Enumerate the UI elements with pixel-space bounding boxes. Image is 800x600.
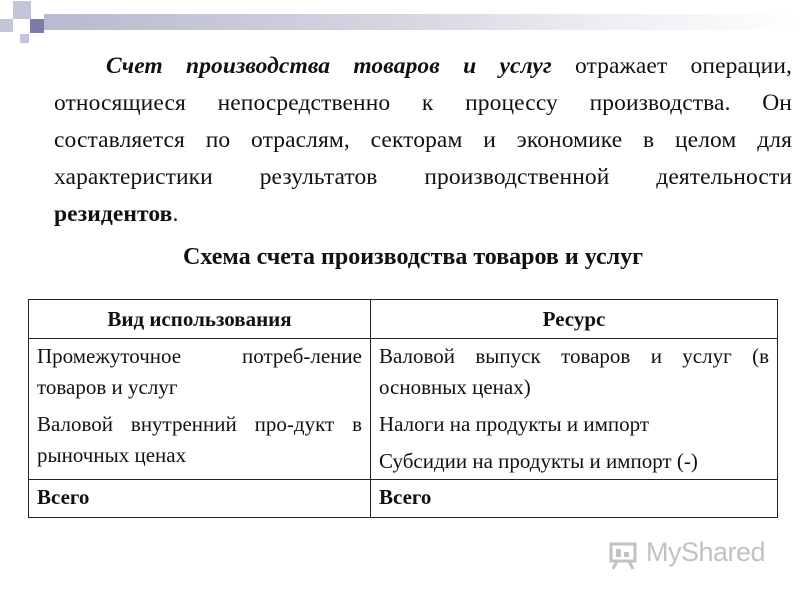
paragraph-end: . (172, 201, 179, 227)
deco-square (13, 1, 31, 19)
production-account-table (28, 299, 778, 518)
deco-square (20, 34, 29, 43)
total-uses: Всего (29, 480, 371, 518)
list-item: Налоги на продукты и импорт (379, 412, 649, 436)
header-decoration (0, 0, 800, 46)
watermark (608, 536, 778, 576)
intro-paragraph (54, 48, 792, 233)
column-header-uses: Вид использования (29, 300, 371, 339)
total-resources: Всего (371, 480, 778, 518)
account-title: Счет производства товаров и услуг (106, 53, 552, 79)
table-row (29, 339, 778, 480)
deco-square (30, 19, 44, 33)
list-item: Субсидии на продукты и импорт (-) (379, 449, 698, 473)
table-header-row (29, 300, 778, 339)
column-header-resources: Ресурс (371, 300, 778, 339)
list-item: Промежуточное потреб-ление товаров и услуг (37, 344, 362, 399)
header-stripe (44, 14, 800, 30)
scheme-heading: Схема счета производства товаров и услуг (183, 244, 643, 270)
list-item: Валовой внутренний про-дукт в рыночных ценах (37, 412, 362, 467)
watermark-text: MyShared (646, 537, 766, 567)
presentation-board-icon (608, 540, 638, 570)
table-total-row (29, 480, 778, 518)
paragraph-body: отражает операции, относящиеся непосредственно к процессу производства. Он составляется по отраслям, секторам и экономике в целом для характеристики результатов производственной деятельности (54, 53, 792, 190)
list-item: Валовой выпуск товаров и услуг (в основных ценах) (379, 344, 769, 399)
deco-square (0, 19, 13, 32)
residents-term: резидентов (54, 201, 173, 227)
uses-cell (29, 339, 371, 480)
resources-cell (371, 339, 778, 480)
